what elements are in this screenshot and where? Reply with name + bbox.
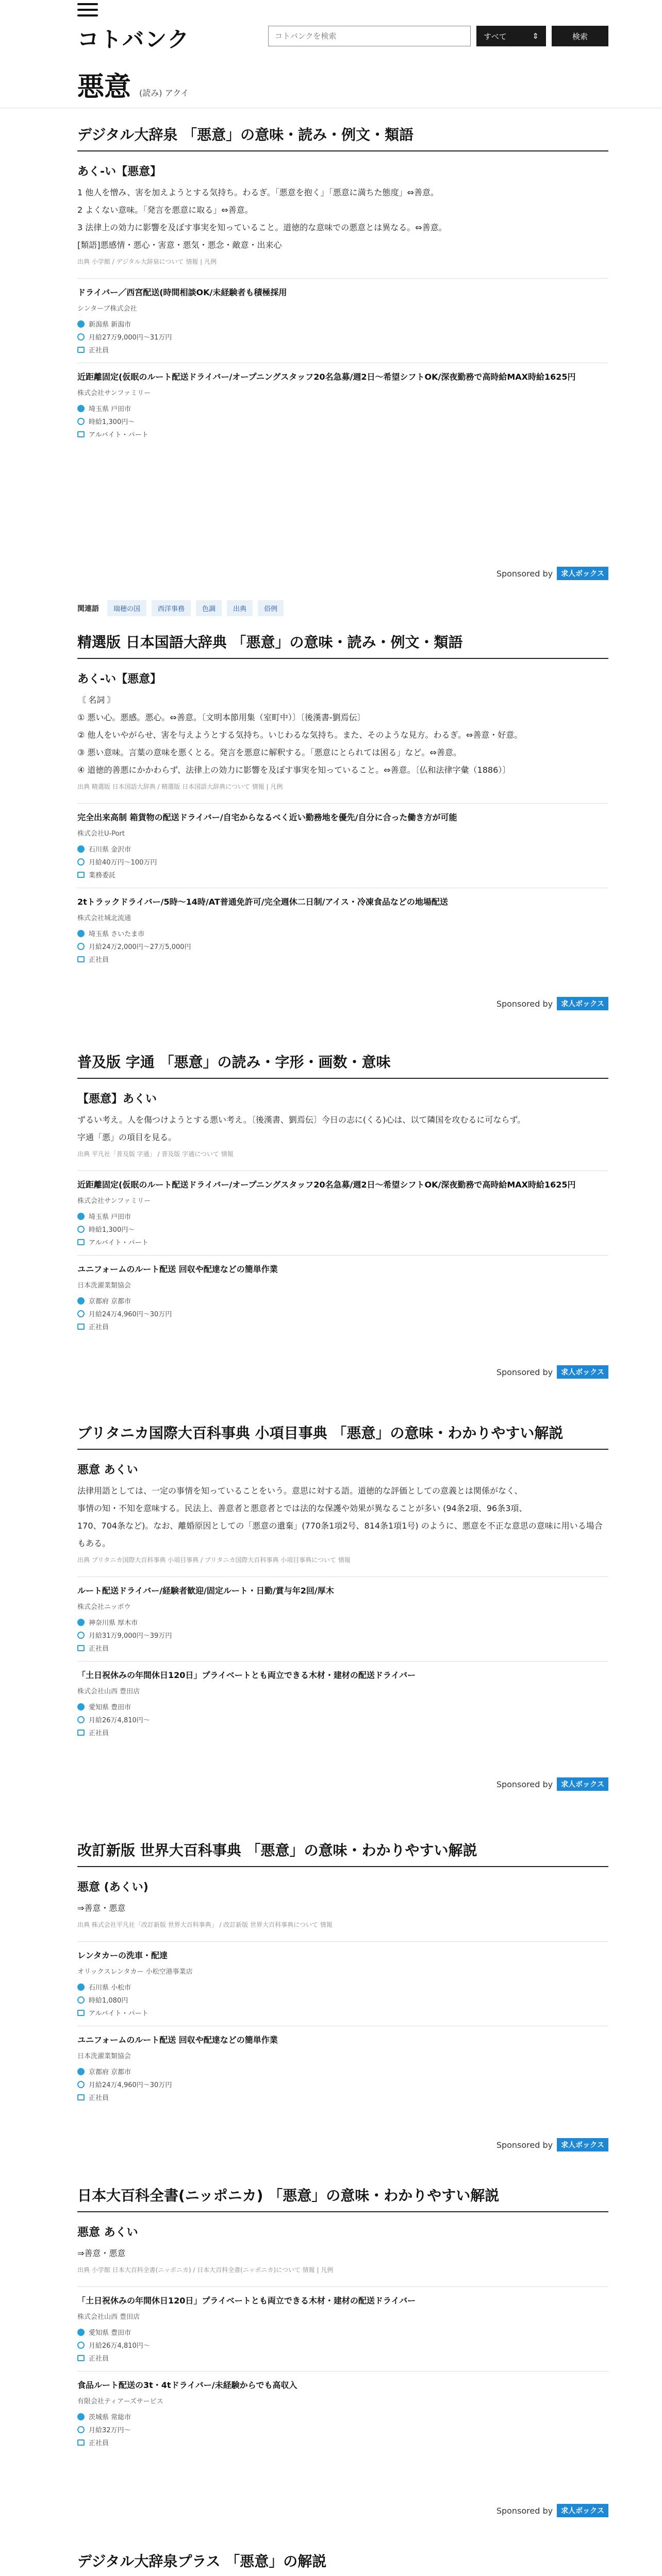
definition-line: 字通「悪」の項目を見る。: [77, 1132, 177, 1142]
job-salary-row: [77, 1224, 608, 1234]
scope-select-label: すべて: [484, 31, 507, 41]
source-note: 出典 精選版 日本国語大辞典 / 精選版 日本国語大辞典について 情報 | 凡例: [77, 783, 283, 790]
source-note: 出典 小学館 / デジタル大辞泉について 情報 | 凡例: [77, 258, 217, 265]
job-ad[interactable]: [77, 1941, 608, 2026]
definition-line: ② 他人をいやがらせ、害を与えようとする気持ち。いじわるな気持ち。また、そのような見方。わるぎ。⇔善意・好意。: [77, 730, 523, 740]
kyujin-box-logo[interactable]: 求人ボックス: [557, 997, 608, 1010]
job-salary: 月給26万4,810円〜: [89, 2342, 150, 2350]
job-type: 正社員: [89, 2355, 109, 2363]
job-location-row: [77, 319, 608, 329]
sponsored-by: [496, 2138, 608, 2151]
job-title-link[interactable]: ユニフォームのルート配送 回収や配達などの簡単作業: [77, 2035, 278, 2045]
job-type-row: [77, 1727, 608, 1737]
yen-icon: [77, 1310, 85, 1317]
job-ad[interactable]: [77, 278, 608, 363]
job-type: アルバイト・パート: [89, 1239, 148, 1247]
definition-line: 2 よくない意味。「発言を悪意に取る」⇔善意。: [77, 205, 253, 215]
job-location-row: [77, 1211, 608, 1221]
job-type-row: [77, 1643, 608, 1653]
chevron-down-icon: ⇕: [532, 31, 539, 41]
location-pin-icon: [77, 1213, 85, 1220]
job-location: 京都府 京都市: [89, 2069, 131, 2076]
job-location-row: [77, 2327, 608, 2337]
dictionary-section: [77, 1839, 608, 2169]
job-company: 株式会社城北流通: [77, 914, 131, 922]
briefcase-icon: [77, 872, 85, 878]
source-note: 出典 ブリタニカ国際大百科事典 小項目事典 / ブリタニカ国際大百科事典 小項目事典について 情報: [77, 1556, 351, 1564]
job-type: 正社員: [89, 1730, 109, 1737]
section-title: 精選版 日本国語大辞典 「悪意」の意味・読み・例文・類語: [77, 631, 608, 659]
job-salary-row: [77, 857, 608, 867]
job-salary-row: [77, 941, 608, 951]
job-title-link[interactable]: ユニフォームのルート配送 回収や配達などの簡単作業: [77, 1264, 278, 1274]
location-pin-icon: [77, 1984, 85, 1991]
job-location-row: [77, 1617, 608, 1627]
job-salary: 時給1,080円: [89, 1997, 128, 2005]
dictionary-section: [77, 124, 608, 598]
job-company: 株式会社山西 豊田店: [77, 2313, 140, 2321]
job-type: アルバイト・パート: [89, 431, 148, 439]
yen-icon: [77, 943, 85, 950]
job-company: 株式会社サンファミリー: [77, 1197, 151, 1205]
definition-line: ⇒善意・悪意: [77, 2248, 126, 2258]
job-salary: 時給1,300円〜: [89, 1226, 135, 1234]
dictionary-section: [77, 631, 608, 1033]
job-location: 埼玉県 戸田市: [89, 1213, 131, 1221]
job-ad[interactable]: [77, 803, 608, 888]
job-location: 新潟県 新潟市: [89, 321, 131, 329]
job-ad[interactable]: [77, 2371, 608, 2455]
job-location: 京都府 京都市: [89, 1298, 131, 1306]
job-location-row: [77, 2412, 608, 2421]
briefcase-icon: [77, 431, 85, 437]
definition-text: [77, 184, 608, 254]
definition-line: 事情の知・不知を意味する。民法上、善意者と悪意者とでは法的な保護や効果が異なることが多い (94条2項、96条3項、: [77, 1503, 527, 1513]
job-salary: 月給27万9,000円〜31万円: [89, 334, 172, 342]
job-title-link[interactable]: ドライバー／西宮配送(時間相談OK/未経験者も積極採用: [77, 287, 287, 297]
job-location-row: [77, 1982, 608, 1992]
related-tag[interactable]: 瑞穂の国: [107, 600, 146, 616]
sponsored-label: Sponsored by: [496, 1779, 553, 1789]
job-salary: 月給40万円〜100万円: [89, 859, 157, 867]
job-salary: 月給24万4,960円〜30万円: [89, 1311, 172, 1318]
job-location-row: [77, 1702, 608, 1711]
job-location: 愛知県 豊田市: [89, 2329, 131, 2337]
job-location: 埼玉県 戸田市: [89, 405, 131, 413]
job-location: 埼玉県 さいたま市: [89, 930, 145, 938]
job-salary-row: [77, 1715, 608, 1724]
briefcase-icon: [77, 2355, 85, 2361]
entry-header: [0, 52, 662, 108]
job-salary-row: [77, 1630, 608, 1640]
job-type-row: [77, 1321, 608, 1331]
job-title-link[interactable]: ルート配送ドライバー/経験者歓迎/固定ルート・日勤/賞与年2回/厚木: [77, 1586, 334, 1596]
sponsored-label: Sponsored by: [496, 568, 553, 579]
related-tag[interactable]: 出典: [227, 600, 253, 616]
related-words: [77, 600, 608, 616]
job-salary-row: [77, 416, 608, 426]
job-title-link[interactable]: 食品ルート配送の3t・4tドライバー/未経験からでも高収入: [77, 2380, 297, 2390]
job-type-row: [77, 870, 608, 879]
yen-icon: [77, 1716, 85, 1723]
location-pin-icon: [77, 2413, 85, 2420]
job-salary-row: [77, 1995, 608, 2005]
briefcase-icon: [77, 2010, 85, 2016]
definition-line: ④ 道徳的善悪にかかわらず、法律上の効力に影響を及ぼす事実を知っていること。⇔善意。〔仏和法律字彙（1886）〕: [77, 765, 511, 775]
job-type: 正社員: [89, 1645, 109, 1653]
related-tag[interactable]: 西洋事務: [152, 600, 191, 616]
job-location: 茨城県 常総市: [89, 2414, 131, 2421]
job-type-row: [77, 2437, 608, 2447]
section-headword: 悪意 あくい: [77, 2226, 138, 2239]
yen-icon: [77, 418, 85, 425]
job-type: 正社員: [89, 2439, 109, 2447]
section-title: 改訂新版 世界大百科事典 「悪意」の意味・わかりやすい解説: [77, 1839, 608, 1867]
job-salary-row: [77, 332, 608, 342]
sponsored-label: Sponsored by: [496, 1367, 553, 1377]
yen-icon: [77, 2342, 85, 2349]
job-company: シンターブ株式会社: [77, 305, 137, 313]
kyujin-box-logo[interactable]: 求人ボックス: [557, 2138, 608, 2151]
kyujin-box-logo[interactable]: 求人ボックス: [557, 2504, 608, 2517]
job-title-link[interactable]: 「土日祝休みの年間休日120日」プライベートとも両立できる木材・建材の配送ドライバー: [77, 1670, 416, 1680]
dictionary-section: [77, 2550, 608, 2576]
job-ad[interactable]: [77, 888, 608, 972]
job-title-link[interactable]: 2tトラックドライバー/5時〜14時/AT普通免許可/完全週休二日制/アイス・冷凍食品などの地場配送: [77, 897, 448, 907]
job-location-row: [77, 2066, 608, 2076]
section-title: ブリタニカ国際大百科事典 小項目事典 「悪意」の意味・わかりやすい解説: [77, 1422, 608, 1450]
location-pin-icon: [77, 2329, 85, 2336]
related-tag[interactable]: 俗例: [258, 600, 284, 616]
job-salary: 月給32万円〜: [89, 2427, 131, 2434]
job-location-row: [77, 928, 608, 938]
job-company: 株式会社ニッポウ: [77, 1603, 131, 1611]
job-salary-row: [77, 2079, 608, 2089]
sponsored-label: Sponsored by: [496, 2140, 553, 2150]
search-button[interactable]: 検索: [552, 26, 608, 46]
location-pin-icon: [77, 1297, 85, 1304]
job-ad[interactable]: [77, 1661, 608, 1745]
job-company: 日本洗濯業類協会: [77, 1282, 131, 1290]
definition-text: [77, 1900, 608, 1917]
section-headword: 悪意 あくい: [77, 1464, 138, 1477]
job-type-row: [77, 2092, 608, 2102]
job-ad[interactable]: [77, 1171, 608, 1255]
definition-line: ⇒善意・悪意: [77, 1903, 126, 1913]
job-type-row: [77, 345, 608, 354]
job-location: 石川県 小松市: [89, 1984, 131, 1992]
job-type: 正社員: [89, 347, 109, 354]
location-pin-icon: [77, 320, 85, 328]
source-note: 出典 株式会社平凡社「改訂新版 世界大百科事典」 / 改訂新版 世界大百科事典について 情報: [77, 1921, 333, 1928]
top-bar: [0, 0, 662, 52]
job-location-row: [77, 1296, 608, 1306]
section-headword: 【悪意】あくい: [77, 1093, 157, 1106]
job-ad[interactable]: [77, 2286, 608, 2371]
briefcase-icon: [77, 347, 85, 353]
sponsored-by: [496, 567, 608, 580]
briefcase-icon: [77, 1730, 85, 1736]
job-title-link[interactable]: 「土日祝休みの年間休日120日」プライベートとも両立できる木材・建材の配送ドライバー: [77, 2296, 416, 2306]
sponsored-by: [496, 1365, 608, 1379]
job-salary: 時給1,300円〜: [89, 418, 135, 426]
yen-icon: [77, 1996, 85, 2004]
definition-line: 170、704条など)。なお、離婚原因としての「悪意の遺棄」(770条1項2号、814条1項1号) のように、悪意を不正な意思の意味に用いる場合もある。: [77, 1521, 603, 1548]
location-pin-icon: [77, 405, 85, 412]
definition-line: 1 他人を憎み、害を加えようとする気持ち。わるぎ。「悪意を抱く」「悪意に満ちた態度」⇔善意。: [77, 188, 439, 197]
job-type-row: [77, 429, 608, 439]
definition-line: [類語]悪感情・悪心・害意・悪気・悪念・敵意・出来心: [77, 240, 282, 250]
job-location: 神奈川県 厚木市: [89, 1619, 138, 1627]
job-salary: 月給24万2,000円〜27万5,000円: [89, 943, 191, 951]
job-company: オリックスレンタカー 小松空港事業店: [77, 1968, 193, 1976]
definition-text: [77, 1111, 608, 1146]
entry-reading: (読み) アクイ: [139, 88, 189, 98]
location-pin-icon: [77, 1619, 85, 1626]
job-salary-row: [77, 2425, 608, 2434]
kyujin-box-logo[interactable]: 求人ボックス: [557, 1365, 608, 1379]
section-headword: 悪意 (あくい): [77, 1881, 148, 1894]
job-company: 株式会社山西 豊田店: [77, 1688, 140, 1696]
definition-line: 法律用語としては、一定の事情を知っていることをいう。意思に対する語。道徳的な評価としての意義とは関係がなく、: [77, 1486, 523, 1496]
site-logo[interactable]: コトバンク: [77, 27, 190, 52]
job-title-link[interactable]: 近距離固定(仮眠のルート配送ドライバー/オープニングスタッフ20名急募/週2日〜希望シフトOK/深夜勤務で高時給MAX時給1625円: [77, 1180, 576, 1190]
sponsored-label: Sponsored by: [496, 2505, 553, 2516]
related-tag[interactable]: 色調: [196, 600, 222, 616]
definition-line: ずるい考え。人を傷つけようとする悪い考え。〔後漢書、劉焉伝〕今日の志に(くる)心は、以て隣国を攻むるに可ならず。: [77, 1115, 526, 1125]
job-ad[interactable]: [77, 1577, 608, 1661]
job-company: 有限会社ティアーズサービス: [77, 2398, 163, 2405]
search-input[interactable]: [268, 26, 471, 46]
job-type: 正社員: [89, 956, 109, 964]
sponsored-by: [496, 2504, 608, 2517]
definition-text: [77, 2245, 608, 2262]
briefcase-icon: [77, 2439, 85, 2446]
job-salary-row: [77, 2340, 608, 2350]
location-pin-icon: [77, 845, 85, 853]
job-type: 業務委託: [89, 872, 116, 879]
location-pin-icon: [77, 2068, 85, 2075]
job-type-row: [77, 954, 608, 964]
yen-icon: [77, 858, 85, 866]
scope-select[interactable]: [476, 26, 546, 46]
dictionary-section: [77, 1051, 608, 1401]
job-salary-row: [77, 1309, 608, 1318]
job-salary: 月給31万9,000円〜39万円: [89, 1632, 172, 1640]
sponsored-by: [496, 1777, 608, 1791]
job-location: 石川県 金沢市: [89, 846, 131, 854]
briefcase-icon: [77, 956, 85, 962]
dictionary-section: [77, 2184, 608, 2535]
source-note: 出典 小学館 日本大百科全書(ニッポニカ) / 日本大百科全書(ニッポニカ)について 情報 | 凡例: [77, 2266, 334, 2274]
briefcase-icon: [77, 2094, 85, 2100]
briefcase-icon: [77, 1324, 85, 1330]
yen-icon: [77, 2426, 85, 2433]
definition-text: [77, 691, 608, 779]
briefcase-icon: [77, 1645, 85, 1651]
job-type-row: [77, 2353, 608, 2363]
job-location-row: [77, 844, 608, 854]
section-headword: あく‐い【悪意】: [77, 165, 162, 178]
section-title: デジタル大辞泉 「悪意」の意味・読み・例文・類語: [77, 124, 608, 151]
source-note: 出典 平凡社「普及版 字通」 / 普及版 字通について 情報: [77, 1150, 234, 1158]
hamburger-menu-icon[interactable]: [77, 3, 98, 16]
job-company: 株式会社U-Port: [77, 830, 125, 838]
job-salary: 月給24万4,960円〜30万円: [89, 2081, 172, 2089]
definition-line: 3 法律上の効力に影響を及ぼす事実を知っていること。道徳的な意味での悪意とは異なる。⇔善意。: [77, 223, 447, 232]
kyujin-box-logo[interactable]: 求人ボックス: [557, 567, 608, 580]
briefcase-icon: [77, 1239, 85, 1245]
section-title: 日本大百科全書(ニッポニカ) 「悪意」の意味・わかりやすい解説: [77, 2184, 608, 2212]
job-title-link[interactable]: レンタカーの洗車・配達: [77, 1951, 168, 1960]
job-type: 正社員: [89, 2094, 109, 2102]
sponsored-label: Sponsored by: [496, 998, 553, 1009]
yen-icon: [77, 2081, 85, 2088]
job-ad[interactable]: [77, 363, 608, 447]
definition-line: ③ 悪い意味。言葉の意味を悪くとる。発言を悪意に解釈する。「悪意にとられては困る」など。⇔善意。: [77, 748, 461, 757]
job-salary: 月給26万4,810円〜: [89, 1717, 150, 1724]
job-ad[interactable]: [77, 2026, 608, 2110]
entry-word: 悪意: [77, 72, 131, 103]
job-type: 正社員: [89, 1324, 109, 1331]
job-type-row: [77, 2008, 608, 2018]
job-location-row: [77, 403, 608, 413]
related-label: 関連語: [77, 604, 99, 613]
sponsored-by: [496, 997, 608, 1010]
job-type: アルバイト・パート: [89, 2010, 148, 2018]
dictionary-section: [77, 1422, 608, 1814]
definition-line: 〘 名詞 〙: [77, 695, 116, 705]
job-title-link[interactable]: 完全出来高制 箱貨物の配送ドライバー/自宅からなるべく近い勤務地を優先/自分に合った働き方が可能: [77, 812, 457, 822]
kyujin-box-logo[interactable]: 求人ボックス: [557, 1777, 608, 1791]
job-company: 日本洗濯業類協会: [77, 2053, 131, 2060]
definition-text: [77, 1482, 608, 1552]
section-title: 普及版 字通 「悪意」の読み・字形・画数・意味: [77, 1051, 608, 1079]
yen-icon: [77, 1226, 85, 1233]
job-company: 株式会社サンファミリー: [77, 389, 151, 397]
job-title-link[interactable]: 近距離固定(仮眠のルート配送ドライバー/オープニングスタッフ20名急募/週2日〜希望シフトOK/深夜勤務で高時給MAX時給1625円: [77, 372, 576, 382]
job-location: 愛知県 豊田市: [89, 1704, 131, 1711]
definition-line: ① 悪い心。悪感。悪心。⇔善意。〔文明本節用集（室町中）〕〔後漢書‑劉焉伝〕: [77, 713, 366, 722]
location-pin-icon: [77, 930, 85, 937]
location-pin-icon: [77, 1703, 85, 1710]
section-headword: あく‐い【悪意】: [77, 673, 162, 686]
yen-icon: [77, 333, 85, 341]
section-title: デジタル大辞泉プラス 「悪意」の解説: [77, 2550, 608, 2576]
job-type-row: [77, 1237, 608, 1247]
yen-icon: [77, 1632, 85, 1639]
job-ad[interactable]: [77, 1255, 608, 1340]
